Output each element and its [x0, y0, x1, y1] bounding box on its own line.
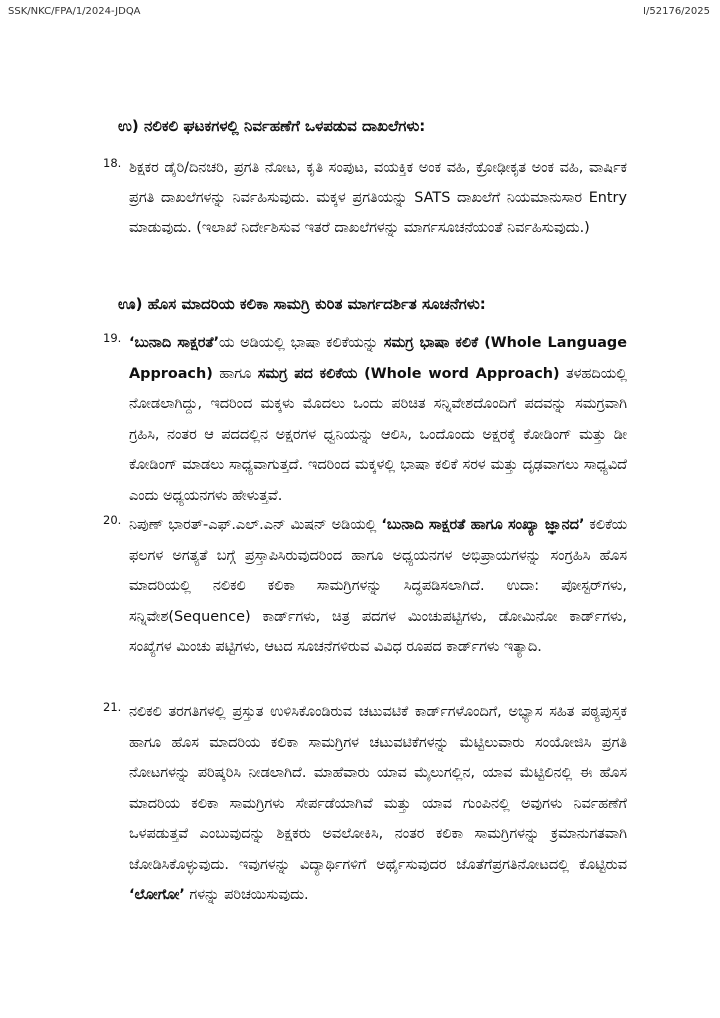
- item-number: 21.: [103, 700, 122, 714]
- item-number: 18.: [103, 156, 122, 170]
- list-item-21: [0, 697, 720, 911]
- bold-term: ಸಮಗ್ರ ಭಾಷಾ ಕಲಿಕೆ (Whole Language Approach): [129, 335, 627, 382]
- list-item-20: [0, 510, 720, 663]
- item-number: 20.: [103, 513, 122, 527]
- inward-number: I/52176/2025: [643, 6, 710, 17]
- item-text: ನಲಿಕಲಿ ತರಗತಿಗಳಲ್ಲಿ ಪ್ರಸ್ತುತ ಉಳಿಸಿಕೊಂಡಿರುವ ಚಟುವಟಿಕೆ ಕಾರ್ಡ್‌ಗಳೊಂದಿಗೆ, ಅಭ್ಯಾಸ ಸಹಿತ ಪಠ್ಯಪುಸ್ತಕ ಹಾಗೂ ಹೊಸ ಮಾದರಿಯ ಕಲಿಕಾ ಸಾಮಗ್ರಿಗಳ ಚಟುವಟಿಕೆಗಳನ್ನು ಮೆಟ್ಟಿಲುವಾರು ಸಂಯೋಜಿಸಿ ಪ್ರಗತಿ ನೋಟಗಳನ್ನು ಪರಿಷ್ಕರಿಸಿ ನೀಡಲಾಗಿದೆ. ಮಾಹೆವಾರು ಯಾವ ಮೈಲುಗಲ್ಲಿನ, ಯಾವ ಮೆಟ್ಟಿಲಿನಲ್ಲಿ ಈ ಹೊಸ ಮಾದರಿಯ ಕಲಿಕಾ ಸಾಮಗ್ರಿಗಳು ಸೇರ್ಪಡೆಯಾಗಿವೆ ಮತ್ತು ಯಾವ ಗುಂಪಿನಲ್ಲಿ ಅವುಗಳು ನಿರ್ವಹಣೆಗೆ ಒಳಪಡುತ್ತವೆ ಎಂಬುವುದನ್ನು ಶಿಕ್ಷಕರು ಅವಲೋಕಿಸಿ, ನಂತರ ಕಲಿಕಾ ಸಾಮಗ್ರಿಗಳನ್ನು ಕ್ರಮಾನುಗತವಾಗಿ ಜೋಡಿಸಿಕೊಳ್ಳುವುದು. ಇವುಗಳನ್ನು ವಿದ್ಯಾರ್ಥಿಗಳಿಗೆ ಅರ್ಥೈಸುವುದರ ಜೊತೆಗೆಪ್ರಗತಿನೋಟದಲ್ಲಿ ಕೊಟ್ಟಿರುವ ‘ಲೋಗೋ’ ಗಳನ್ನು ಪರಿಚಯಿಸುವುದು.: [129, 704, 627, 903]
- bold-term: ‘ಬುನಾದಿ ಸಾಕ್ಷರತೆ’: [129, 335, 220, 351]
- item-text: ‘ಬುನಾದಿ ಸಾಕ್ಷರತೆ’ಯ ಅಡಿಯಲ್ಲಿ ಭಾಷಾ ಕಲಿಕೆಯನ್ನು ಸಮಗ್ರ ಭಾಷಾ ಕಲಿಕೆ (Whole Language Approach) ಹಾಗೂ ಸಮಗ್ರ ಪದ ಕಲಿಕೆಯ (Whole word Approach) ತಳಹದಿಯಲ್ಲಿ ನೋಡಲಾಗಿದ್ದು, ಇದರಿಂದ ಮಕ್ಕಳು ಮೊದಲು ಒಂದು ಪರಿಚಿತ ಸನ್ನಿವೇಶದೊಂದಿಗೆ ಪದವನ್ನು ಸಮಗ್ರವಾಗಿ ಗ್ರಹಿಸಿ, ನಂತರ ಆ ಪದದಲ್ಲಿನ ಅಕ್ಷರಗಳ ಧ್ವನಿಯನ್ನು ಆಲಿಸಿ, ಒಂದೊಂದು ಅಕ್ಷರಕ್ಕೆ ಕೋಡಿಂಗ್ ಮತ್ತು ಡೀ ಕೋಡಿಂಗ್ ಮಾಡಲು ಸಾಧ್ಯವಾಗುತ್ತದೆ. ಇದರಿಂದ ಮಕ್ಕಳಲ್ಲಿ ಭಾಷಾ ಕಲಿಕೆ ಸರಳ ಮತ್ತು ದೃಢವಾಗಲು ಸಾಧ್ಯವಿದೆ ಎಂದು ಅಧ್ಯಯನಗಳು ಹೇಳುತ್ತವೆ.: [129, 335, 627, 504]
- item-text: ಶಿಕ್ಷಕರ ಡೈರಿ/ದಿನಚರಿ, ಪ್ರಗತಿ ನೋಟ, ಕೃತಿ ಸಂಪುಟ, ವಯಕ್ತಿಕ ಅಂಕ ವಹಿ, ಕ್ರೋಢೀಕೃತ ಅಂಕ ವಹಿ, ವಾರ್ಷಿಕ ಪ್ರಗತಿ ದಾಖಲೆಗಳನ್ನು ನಿರ್ವಹಿಸುವುದು. ಮಕ್ಕಳ ಪ್ರಗತಿಯನ್ನು SATS ದಾಖಲೆಗೆ ನಿಯಮಾನುಸಾರ Entry ಮಾಡುವುದು. (ಇಲಾಖೆ ನಿರ್ದೇಶಿಸುವ ಇತರೆ ದಾಖಲೆಗಳನ್ನು ಮಾರ್ಗಸೂಚನೆಯಂತೆ ನಿರ್ವಹಿಸುವುದು.): [129, 160, 627, 236]
- list-item-19: [0, 328, 720, 511]
- item-number: 19.: [103, 331, 122, 345]
- section-heading-u: ಉ) ನಲಿಕಲಿ ಘಟಕಗಳಲ್ಲಿ ನಿರ್ವಹಣೆಗೆ ಒಳಪಡುವ ದಾಖಲೆಗಳು:: [118, 117, 426, 135]
- document-reference-number: SSK/NKC/FPA/1/2024-JDQA: [8, 6, 141, 17]
- list-item-18: [0, 153, 720, 243]
- section-heading-uu: ಊ) ಹೊಸ ಮಾದರಿಯ ಕಲಿಕಾ ಸಾಮಗ್ರಿ ಕುರಿತ ಮಾರ್ಗದರ್ಶಿತ ಸೂಚನೆಗಳು:: [118, 295, 486, 313]
- bold-term: ಸಮಗ್ರ ಪದ ಕಲಿಕೆಯ (Whole word Approach): [257, 365, 560, 382]
- bold-term: ‘ಲೋಗೋ’: [129, 887, 185, 903]
- item-text: ನಿಪುಣ್ ಭಾರತ್-ಎಫ್.ಎಲ್.ಎನ್ ಮಿಷನ್ ಅಡಿಯಲ್ಲಿ ‘ಬುನಾದಿ ಸಾಕ್ಷರತೆ ಹಾಗೂ ಸಂಖ್ಯಾ ಜ್ಞಾನದ’ ಕಲಿಕೆಯ ಫಲಗಳ ಅಗತ್ಯತೆ ಬಗ್ಗೆ ಪ್ರಸ್ತಾಪಿಸಿರುವುದರಿಂದ ಹಾಗೂ ಅಧ್ಯಯನಗಳ ಅಭಿಪ್ರಾಯಗಳನ್ನು ಸಂಗ್ರಹಿಸಿ ಹೊಸ ಮಾದರಿಯಲ್ಲಿ ನಲಿಕಲಿ ಕಲಿಕಾ ಸಾಮಗ್ರಿಗಳನ್ನು ಸಿದ್ಧಪಡಿಸಲಾಗಿದೆ. ಉದಾ: ಪೋಸ್ಟರ್‌ಗಳು, ಸನ್ನಿವೇಶ(Sequence) ಕಾರ್ಡ್‌ಗಳು, ಚಿತ್ರ ಪದಗಳ ಮಿಂಚುಪಟ್ಟಿಗಳು, ಡೋಮಿನೋ ಕಾರ್ಡ್‌ಗಳು, ಸಂಖ್ಯೆಗಳ ಮಿಂಚು ಪಟ್ಟಿಗಳು, ಆಟದ ಸೂಚನೆಗಳಿರುವ ವಿವಿಧ ರೂಪದ ಕಾರ್ಡ್‌ಗಳು ಇತ್ಯಾದಿ.: [129, 517, 627, 655]
- bold-term: ‘ಬುನಾದಿ ಸಾಕ್ಷರತೆ ಹಾಗೂ ಸಂಖ್ಯಾ ಜ್ಞಾನದ’: [381, 517, 585, 533]
